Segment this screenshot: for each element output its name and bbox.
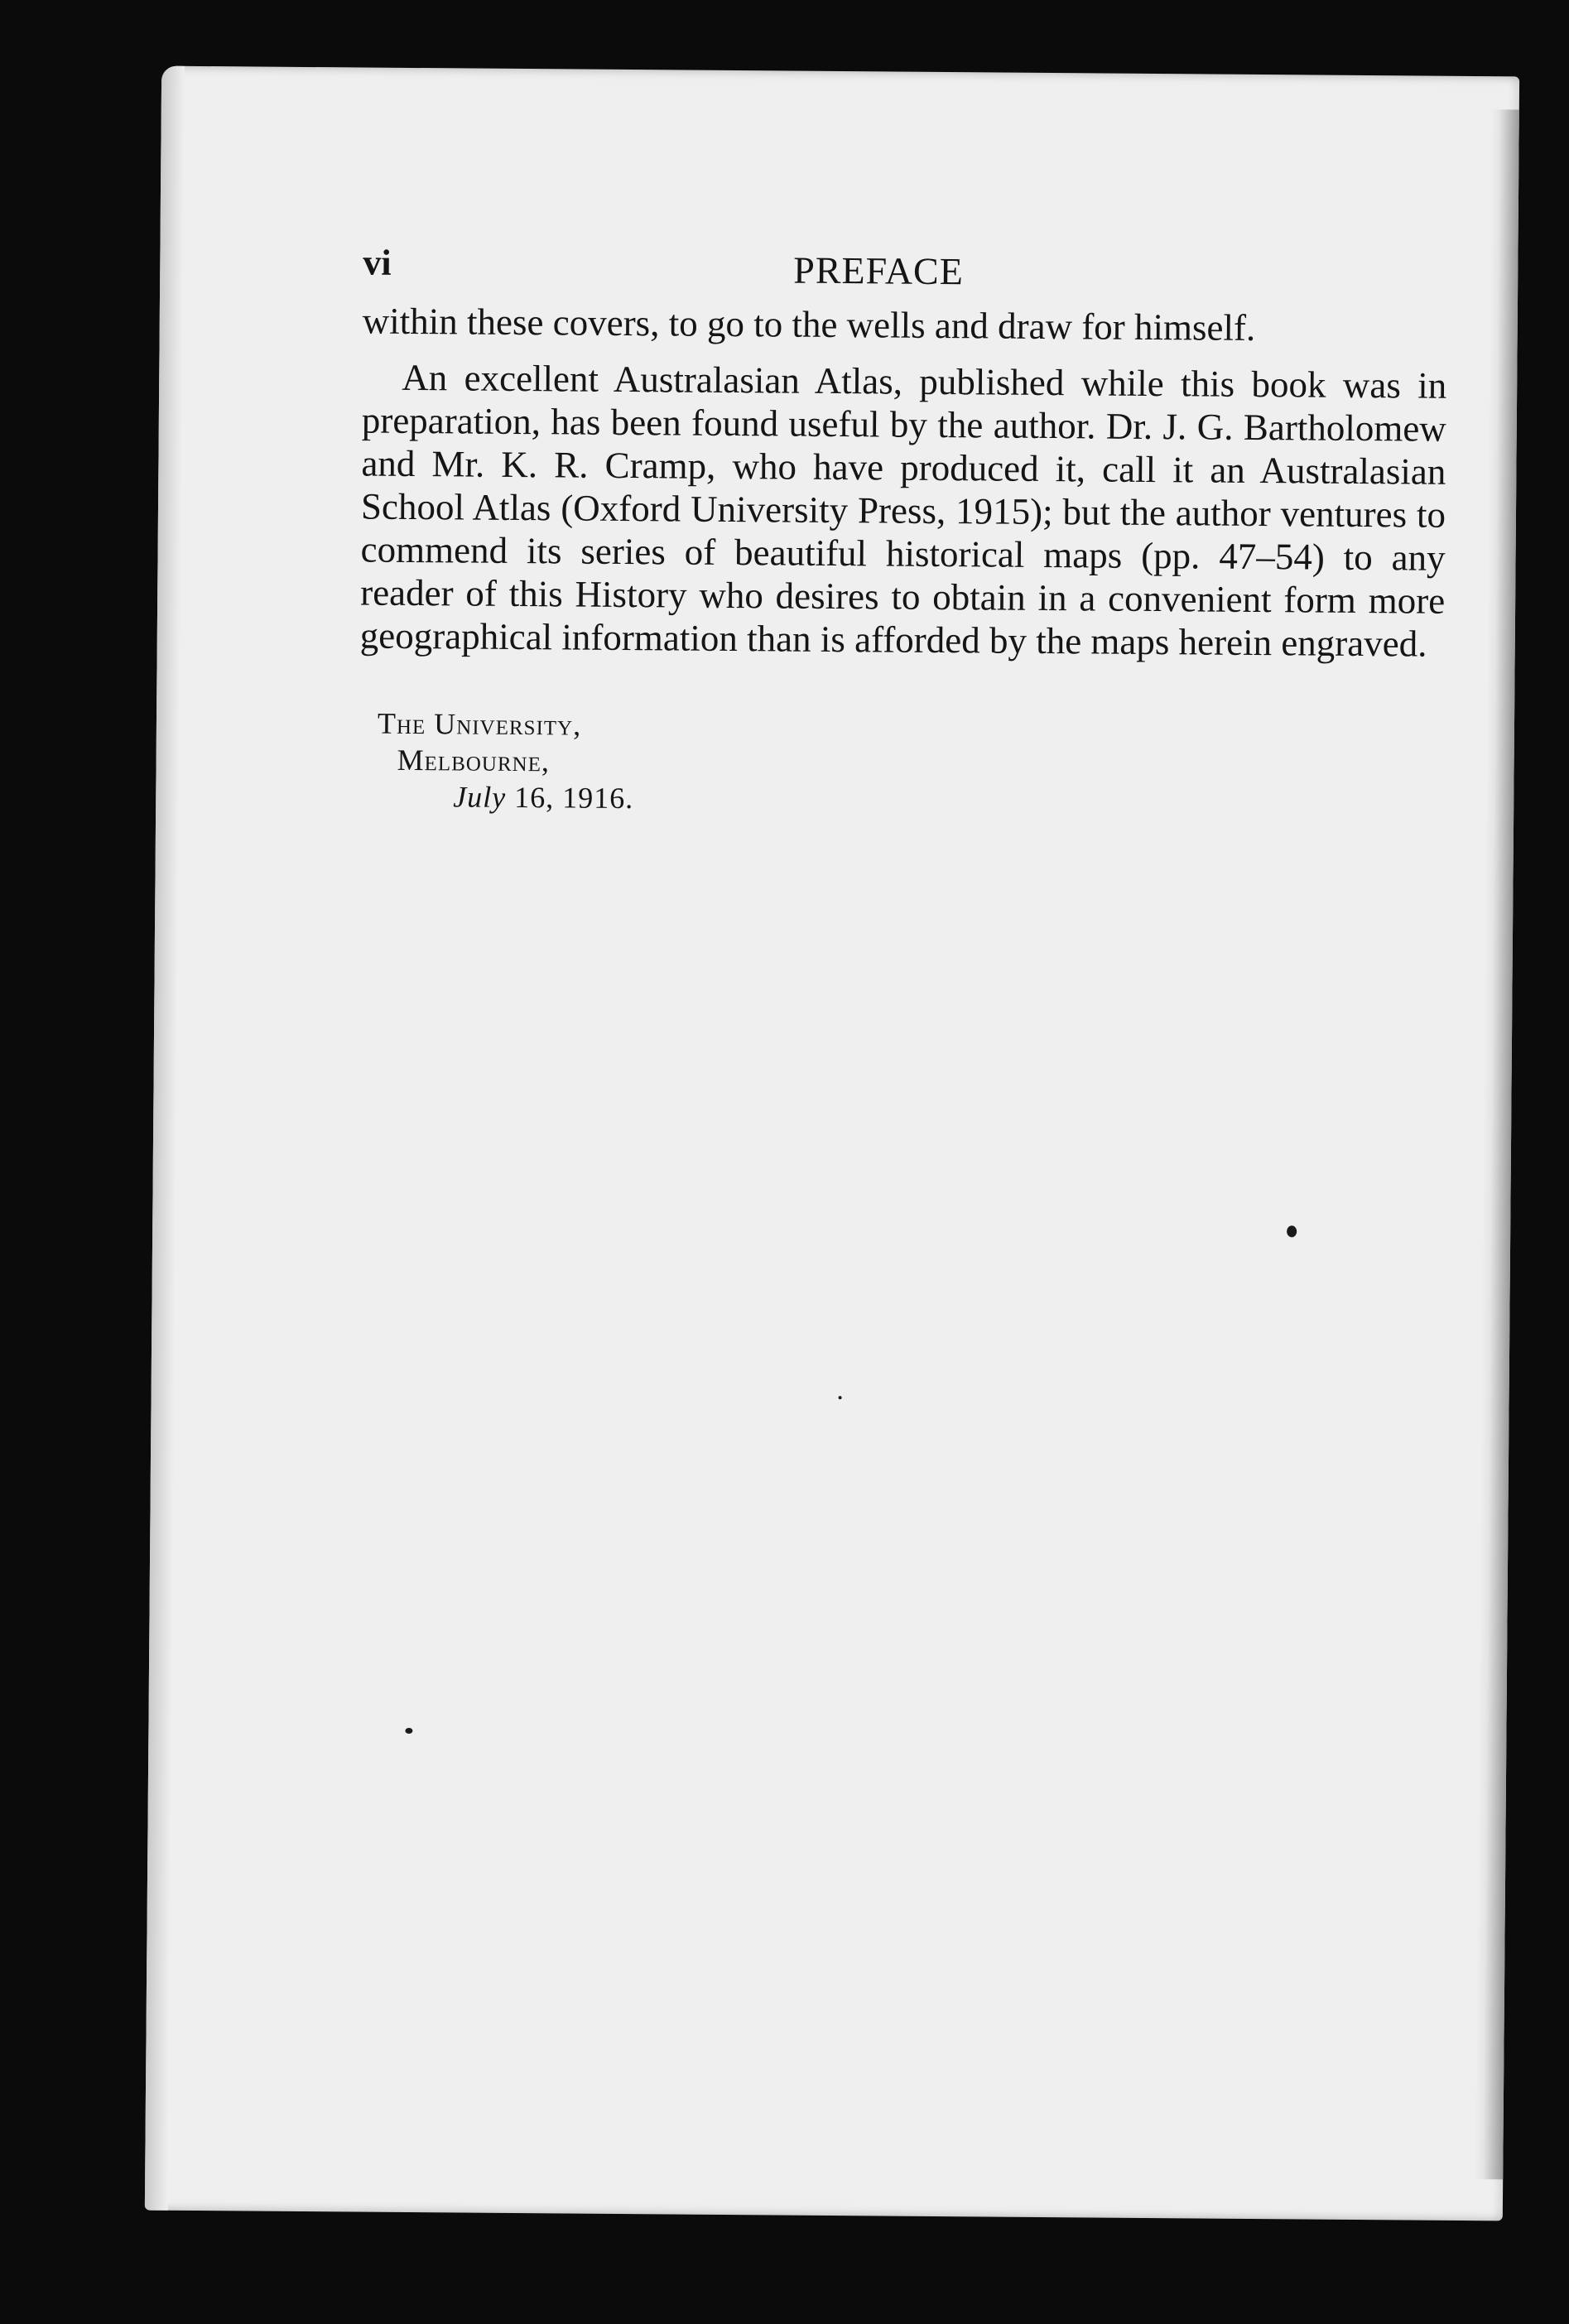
book-page xyxy=(145,66,1519,2221)
paragraph-atlas: An excellent Australasian Atlas, published while this book was in preparation, has been found useful by the author. Dr. J. G. Bartholomew and Mr. K. R. Cramp, who have produced it, call it an Australasian School Atlas (Oxford University Press, 1915); but the author ventures to commend its series of beautiful historical maps (pp. 47–54) to any reader of this History who desires to obtain in a convenient form more geographical information than is afforded by the maps herein engraved. xyxy=(359,356,1447,665)
signoff xyxy=(359,705,1444,823)
signoff-date xyxy=(359,777,1443,822)
page-number: vi xyxy=(363,242,392,283)
ink-speck xyxy=(405,1728,412,1734)
page-title: PREFACE xyxy=(793,248,965,293)
signoff-day-year: 16, 1916. xyxy=(506,780,634,816)
ink-speck xyxy=(1287,1225,1297,1237)
paragraph-continuation: within these covers, to go to the wells and draw for himself. xyxy=(362,300,1256,349)
signoff-institution: The University, xyxy=(377,706,582,742)
page-text xyxy=(359,242,1447,823)
page-right-edge xyxy=(1475,109,1519,2179)
running-head xyxy=(363,242,1448,308)
page-left-edge xyxy=(145,66,185,2211)
signoff-city: Melbourne, xyxy=(397,743,551,778)
ink-speck xyxy=(839,1396,842,1399)
signoff-month: July xyxy=(453,780,507,814)
